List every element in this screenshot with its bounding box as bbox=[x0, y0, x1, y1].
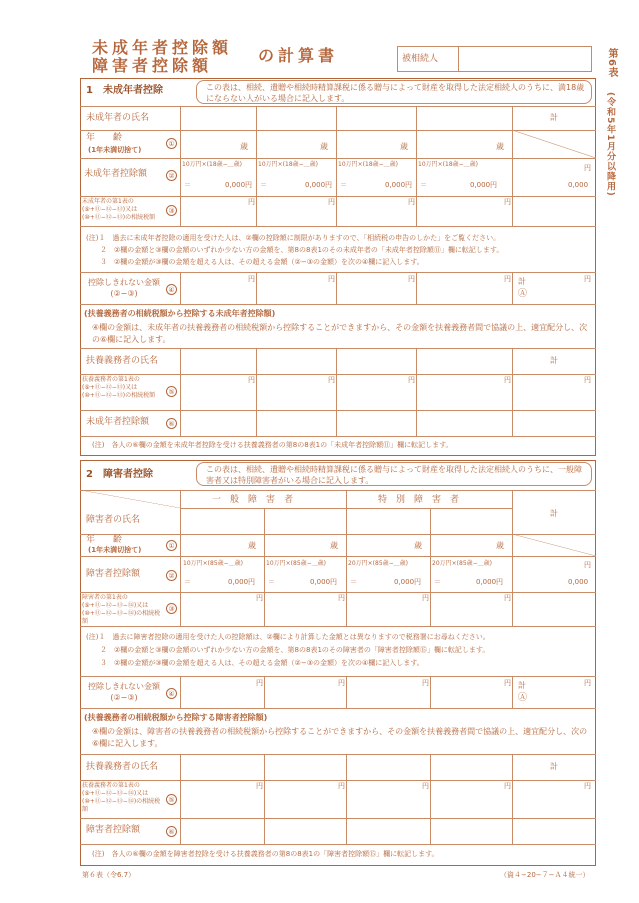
note2-3: ３ ②欄の金額が③欄の金額を超える人は、その超える金額（②−③の金額）を次の④欄に記入します。 bbox=[86, 659, 424, 667]
note1-2: ２ ②欄の金額と③欄の金額のいずれか少ない方の金額を、第8の8表1のその未成年者の「未成年者控除額⑪」欄に転記します。 bbox=[86, 246, 504, 254]
circled-6: ⑥ bbox=[166, 418, 177, 429]
footer-right: （資４−20−７−Ａ４統一） bbox=[500, 871, 590, 879]
note2-2: ２ ②欄の金額と③欄の金額のいずれか少ない方の金額を、第8の8表1のその障害者の「障害者控除額⑮」欄に転記します。 bbox=[86, 646, 490, 654]
title-line-2: 障害者控除額 bbox=[92, 56, 213, 75]
circled-1: ① bbox=[166, 138, 177, 149]
section1-heading: 1 未成年者控除 bbox=[86, 85, 163, 96]
circled-4: ④ bbox=[166, 284, 177, 295]
row-supporter-tax: 扶養義務者の第1表の(⑨+⑪−⑫−⑬)又は(⑩+⑪−⑫−⑬)の相続税額 bbox=[82, 376, 156, 399]
circled-5: ⑤ bbox=[166, 386, 177, 397]
circled-2-3: ③ bbox=[166, 603, 177, 614]
row-supporter-tax-2: 扶養義務者の第1表の(⑨+⑪−⑫−⑬−⑭)又は(⑩+⑪−⑫−⑬−⑭)の相続税額 bbox=[82, 782, 161, 813]
row-supporter-deduction: 未成年者控除額 bbox=[86, 417, 150, 427]
section1-intro: この表は、相続、遺贈や相続時精算課税に係る贈与によって財産を取得した法定相続人のうちに、満18歳にならない人がいる場合に記入します。 bbox=[206, 83, 585, 103]
row-minor-name: 未成年者の氏名 bbox=[86, 113, 150, 123]
heir-label: 被相続人 bbox=[402, 54, 439, 64]
row-age-label: 年 齢 bbox=[86, 133, 123, 143]
circled-2-1: ① bbox=[166, 540, 177, 551]
row-disabled-name: 障害者の氏名 bbox=[86, 515, 141, 525]
sub-heading-1: (扶養義務者の相続税額から控除する未成年者控除額) bbox=[84, 309, 276, 318]
side-note: (令和5年1月分以降用) bbox=[605, 92, 615, 197]
final-note-1: (注) 各人の⑥欄の金額を未成年者控除を受ける扶養義務者の第8の8表1の「未成年者控除額⑪」欄に転記します。 bbox=[92, 441, 453, 449]
row-disabled-tax: 障害者の第1表の(⑨+⑪−⑫−⑬−⑭)又は(⑩+⑪−⑫−⑬−⑭)の相続税額 bbox=[82, 594, 161, 625]
section2-heading: 2 障害者控除 bbox=[86, 469, 153, 480]
note2-1: (注)１ 過去に障害者控除の適用を受けた人の控除額は、②欄により計算した金額とは異なりますので税務署にお尋ねください。 bbox=[86, 633, 490, 641]
col-special-disabled: 特 別 障 害 者 bbox=[378, 495, 460, 505]
row-disabled-limit: 控除しきれない金額(②−③) bbox=[88, 682, 160, 702]
circled-2: ② bbox=[166, 170, 177, 181]
final-note-2: (注) 各人の⑥欄の金額を障害者控除を受ける扶養義務者の第8の8表1の「障害者控除額⑮」欄に転記します。 bbox=[92, 850, 439, 858]
circled-2-5: ⑤ bbox=[166, 794, 177, 805]
row-minor-deduction: 未成年者控除額 bbox=[84, 169, 148, 179]
row-age-note: (1年未満切捨て) bbox=[88, 146, 142, 154]
col-general-disabled: 一 般 障 害 者 bbox=[212, 495, 294, 505]
footer-left: 第６表（令6.7） bbox=[82, 871, 136, 879]
section2-intro: この表は、相続、遺贈や相続時精算課税に係る贈与によって財産を取得した法定相続人のうちに、一般障害者又は特別障害者がいる場合に記入します。 bbox=[206, 465, 582, 485]
side-title: 第6表 bbox=[606, 48, 617, 78]
circled-3: ③ bbox=[166, 205, 177, 216]
circled-2-6: ⑥ bbox=[166, 826, 177, 837]
form-page: 未成年者控除額 障害者控除額 の計算書 被相続人 第6表 (令和5年1月分以降用) 1 未成年者控除 この表は、相続、遺贈や相続時精算課税に係る贈与によって財産を取得した法定相続人のうちに、満18歳にならない人がいる場合に記入します。 未成年者の氏名 計 年 齢 (1年未満切捨て) ① 歳 歳 歳 歳 未成年者控除額 ② 10万円×(18歳−＿歳) 10万円×(18歳−＿歳) 10万円×(18歳−＿歳) 10万円×(18歳−＿歳) ＝ 0,000円 ＝ 0,000円 ＝ 0,000円 ＝ 0,000円 円 0,000 未成年者の第1表の(⑨+⑪−⑫−⑬)又は(⑩+⑪−⑫−⑬)の相続税額 ③ 円 円 円 円 (注)１ 過去に未成年者控除の適用を受けた人は、②欄の控除額に制限がありますので、「相続税の申告のしかた」をご覧ください。 ２ ②欄の金額と③欄の金額のいずれか少ない方の金額を、第8の8表1のその未成年者の「未成年者控除額⑪」欄に転記します。 ３ ②欄の金額が③欄の金額を超える人は、その超える金額（②−③の金額）を次の④欄に記入します。 控除しきれない金額(②−③) ④ 円 円 円 円 計 Ⓐ 円 (扶養義務者の相続税額から控除する未成年者控除額) ④欄の金額は、未成年者の扶養義務者の相続税額から控除することができますから、その金額を扶養義務者間で協議の上、適宜配分し、次の⑥欄に記入します。 扶養義務者の氏名 計 扶養義務者の第1表の(⑨+⑪−⑫−⑬)又は(⑩+⑪−⑫−⑬)の相続税額 ⑤ 円 円 円 円 円 未成年者控除額 ⑥ (注) 各人の⑥欄の金額を未成年者控除を受ける扶養義務者の第8の8表1の「未成年者控除額⑪」欄に転記します。 2 障害者控除 この表は、相続、遺贈や相続時精算課税に係る贈与によって財産を取得した法定相続人のうちに、一般障害者又は特別障害者がいる場合に記入します。 一 般 障 害 者 特 別 障 害 者 計 障害者の氏名 年 齢 (1年未満切捨て) ① 歳 歳 歳 歳 障害者控除額 ② 10万円×(85歳−＿歳) 10万円×(85歳−＿歳) 20万円×(85歳−＿歳) 20万円×(85歳−＿歳) ＝ 0,000円 ＝ 0,000円 ＝ 0,000円 ＝ 0,000円 円 0,000 障害者の第1表の(⑨+⑪−⑫−⑬−⑭)又は(⑩+⑪−⑫−⑬−⑭)の相続税額 ③ 円 円 円 円 (注)１ 過去に障害者控除の適用を受けた人の控除額は、②欄により計算した金額とは異なりますので税務署にお尋ねください。 ２ ②欄の金額と③欄の金額のいずれか少ない方の金額を、第8の8表1のその障害者の「障害者控除額⑮」欄に転記します。 ３ ②欄の金額が③欄の金額を超える人は、その超える金額（②−③の金額）を次の④欄に記入します。 控除しきれない金額(②−③) ④ 円 円 円 円 計 Ⓐ 円 (扶養義務者の相続税額から控除する障害者控除額) ④欄の金額は、障害者の扶養義務者の相続税額から控除することができますから、その金額を扶養義務者間で協議の上、適宜配分し、次の⑥欄に記入します。 扶養義務者の氏名 計 扶養義務者の第1表の(⑨+⑪−⑫−⑬−⑭)又は(⑩+⑪−⑫−⑬−⑭)の相続税額 ⑤ 円 円 円 円 円 障害者控除額 ⑥ (注) 各人の⑥欄の金額を障害者控除を受ける扶養義務者の第8の8表1の「障害者控除額⑮」欄に転記します。 第６表（令6.7） （資４−20−７−Ａ４統一） bbox=[82, 38, 617, 879]
title-suffix: の計算書 bbox=[258, 46, 339, 65]
row-supporter-deduction-2: 障害者控除額 bbox=[86, 825, 141, 835]
sub-heading-2: (扶養義務者の相続税額から控除する障害者控除額) bbox=[84, 713, 268, 722]
sub-text-1: ④欄の金額は、未成年者の扶養義務者の相続税額から控除することができますから、その金額を扶養義務者間で協議の上、適宜配分し、次の⑥欄に記入します。 bbox=[92, 323, 588, 344]
note1-3: ３ ②欄の金額が③欄の金額を超える人は、その超える金額（②−③の金額）を次の④欄に記入します。 bbox=[86, 258, 424, 266]
sub-text-2: ④欄の金額は、障害者の扶養義務者の相続税額から控除することができますから、その金額を扶養義務者間で協議の上、適宜配分し、次の⑥欄に記入します。 bbox=[92, 727, 588, 748]
row-disabled-deduction: 障害者控除額 bbox=[86, 569, 141, 579]
row-minor-tax: 未成年者の第1表の(⑨+⑪−⑫−⑬)又は(⑩+⑪−⑫−⑬)の相続税額 bbox=[82, 198, 156, 221]
circled-2-2: ② bbox=[166, 570, 177, 581]
row-supporter-name-2: 扶養義務者の氏名 bbox=[86, 762, 159, 772]
note1-1: (注)１ 過去に未成年者控除の適用を受けた人は、②欄の控除額に制限がありますので、「相続税の申告のしかた」をご覧ください。 bbox=[86, 234, 501, 242]
row-supporter-name: 扶養義務者の氏名 bbox=[86, 356, 159, 366]
circled-2-4: ④ bbox=[166, 688, 177, 699]
total-label-1: 計 bbox=[550, 113, 558, 122]
row-minor-limit: 控除しきれない金額(②−③) bbox=[88, 278, 160, 298]
title-line-1: 未成年者控除額 bbox=[92, 38, 233, 57]
